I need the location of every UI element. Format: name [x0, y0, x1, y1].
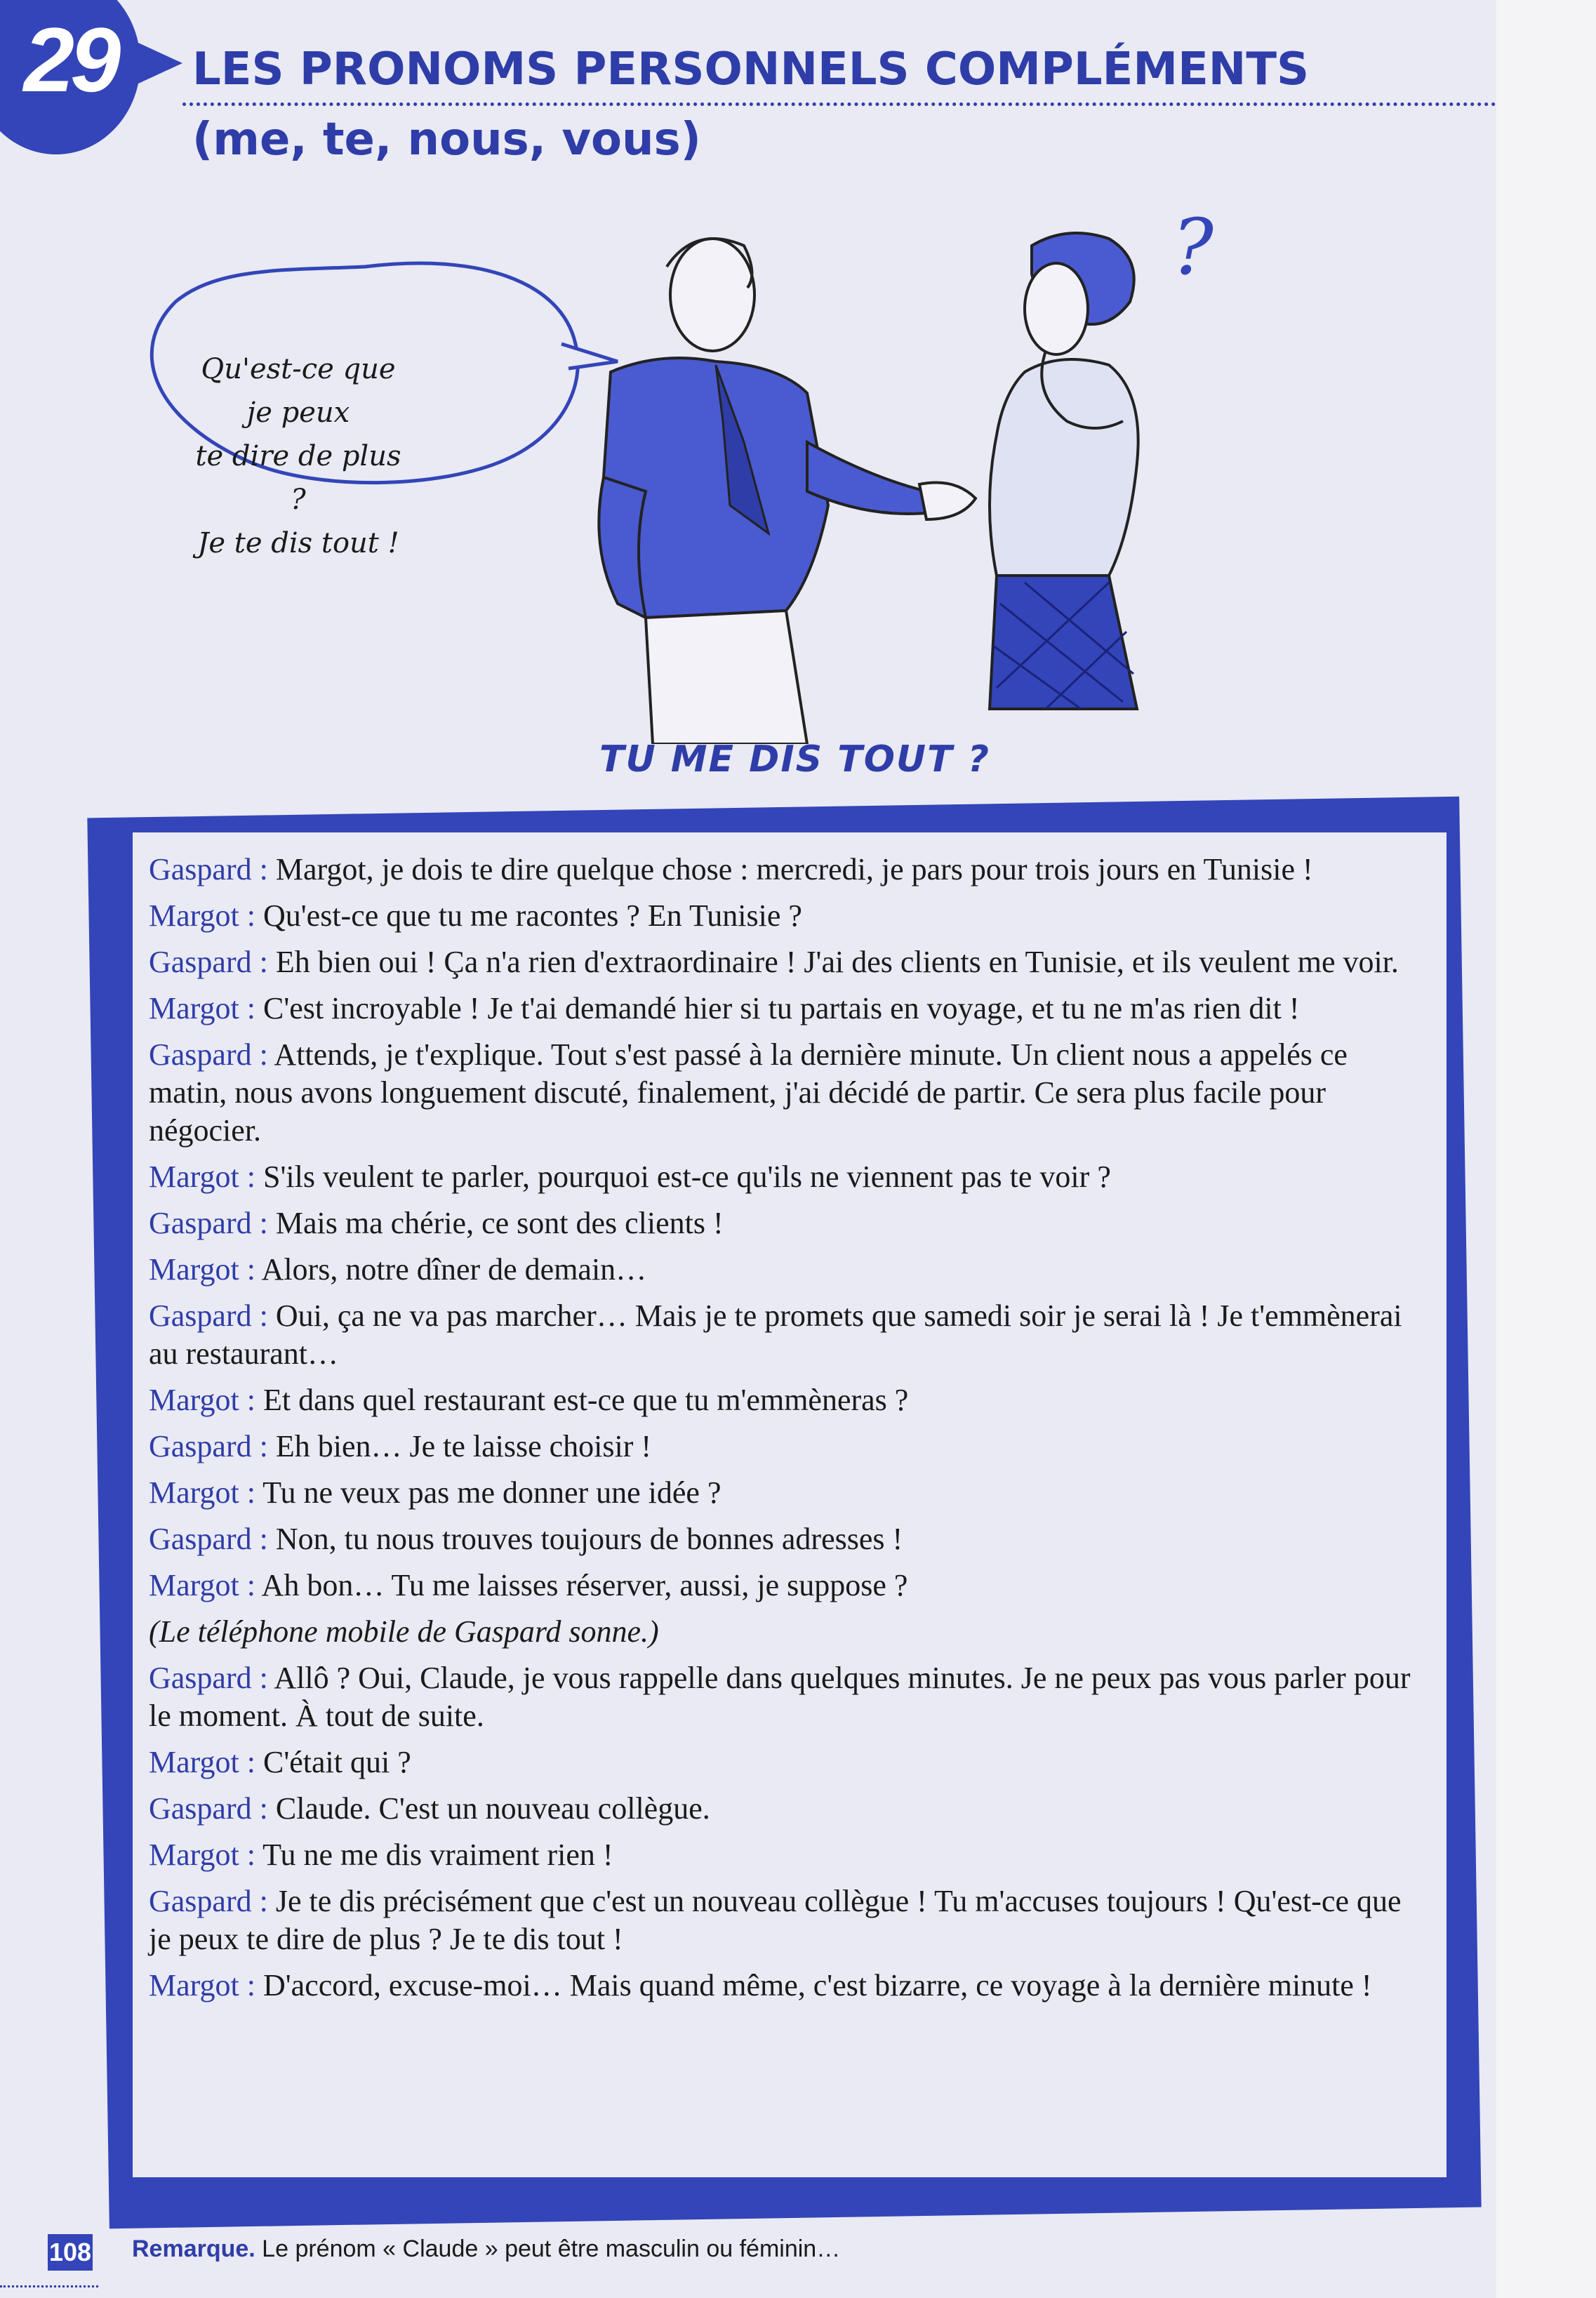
- footer-rule: [0, 2285, 98, 2287]
- speech-text: Mais ma chérie, ce sont des clients !: [267, 1206, 724, 1240]
- speech-text: Eh bien oui ! Ça n'a rien d'extraordinaire ! J'ai des clients en Tunisie, et ils veulent me voir.: [267, 945, 1399, 979]
- speaker-name: Margot :: [149, 1968, 255, 2003]
- speaker-name: Margot :: [149, 1568, 255, 1602]
- dialogue-line: [149, 1381, 1426, 1419]
- dialogue-line: [149, 1520, 1426, 1558]
- speaker-name: Gaspard :: [149, 1522, 268, 1556]
- speech-bubble-line: Je te dis tout !: [197, 527, 399, 559]
- speaker-name: Margot :: [149, 1745, 255, 1779]
- page-number: 108: [48, 2234, 93, 2271]
- dialogue-line: [149, 990, 1426, 1028]
- speech-text: Tu ne me dis vraiment rien !: [255, 1838, 613, 1872]
- speaker-name: Margot :: [149, 1160, 255, 1194]
- title-divider: [182, 102, 1496, 106]
- speech-bubble-line: te dire de plus ?: [195, 440, 401, 516]
- speaker-name: Gaspard :: [149, 1791, 268, 1826]
- speech-text: Oui, ça ne va pas marcher… Mais je te promets que samedi soir je serai là ! Je t'emmènerai au restaurant…: [149, 1299, 1402, 1371]
- dialogue-line: [149, 1659, 1426, 1735]
- dialogue-line: [149, 1204, 1426, 1242]
- speech-bubble-line: Qu'est-ce que je peux: [201, 353, 396, 429]
- speaker-name: Gaspard :: [149, 945, 268, 979]
- speech-text: S'ils veulent te parler, pourquoi est-ce qu'ils ne viennent pas te voir ?: [255, 1160, 1111, 1194]
- speech-text: Allô ? Oui, Claude, je vous rappelle dans quelques minutes. Je ne peux pas vous parler pour le moment. À tout de suite.: [149, 1661, 1411, 1733]
- chapter-number: 29: [23, 8, 117, 111]
- speaker-name: Gaspard :: [149, 1037, 268, 1072]
- dialogue-line: [149, 1158, 1426, 1196]
- question-mark: ?: [1172, 211, 1213, 292]
- speaker-name: Margot :: [149, 1838, 255, 1872]
- speech-text: Claude. C'est un nouveau collègue.: [267, 1791, 710, 1826]
- speech-text: Alors, notre dîner de demain…: [255, 1252, 647, 1287]
- footnote: [132, 2236, 840, 2263]
- page-edge: [1496, 0, 1596, 2298]
- dialogue-title: TU ME DIS TOUT ?: [599, 738, 990, 781]
- speaker-name: Margot :: [149, 1475, 255, 1510]
- speaker-name: Margot :: [149, 1252, 255, 1287]
- speaker-name: Gaspard :: [149, 1661, 268, 1695]
- dialogue-line: [149, 1428, 1426, 1466]
- speech-text: Qu'est-ce que tu me racontes ? En Tunisie ?: [255, 898, 802, 933]
- speech-text: Attends, je t'explique. Tout s'est passé à la dernière minute. Un client nous a appelés ce matin, nous avons longuement discuté, finalement, j'ai décidé de partir. Ce sera plus facile pour négocier.: [149, 1037, 1348, 1148]
- dialogue-text: [149, 851, 1426, 2013]
- speech-text: Tu ne veux pas me donner une idée ?: [255, 1475, 721, 1510]
- dialogue-line: [149, 1567, 1426, 1605]
- footnote-label: Remarque.: [132, 2236, 255, 2262]
- speaker-name: Margot :: [149, 1383, 255, 1417]
- speech-text: (Le téléphone mobile de Gaspard sonne.): [149, 1614, 659, 1649]
- speaker-name: Margot :: [149, 898, 255, 933]
- speaker-name: Margot :: [149, 991, 255, 1025]
- chapter-subtitle: (me, te, nous, vous): [192, 114, 701, 166]
- dialogue-line: [149, 851, 1426, 889]
- dialogue-line: [149, 1967, 1426, 2005]
- dialogue-line: [149, 1613, 1426, 1651]
- speech-bubble-text: [186, 347, 411, 565]
- speech-text: C'est incroyable ! Je t'ai demandé hier si tu partais en voyage, et tu ne m'as rien dit !: [255, 991, 1300, 1025]
- dialogue-line: [149, 1474, 1426, 1512]
- dialogue-line: [149, 897, 1426, 935]
- dialogue-line: [149, 1790, 1426, 1828]
- speech-bubble-tail: [561, 344, 618, 368]
- speech-text: Et dans quel restaurant est-ce que tu m'emmèneras ?: [255, 1383, 909, 1417]
- dialogue-line: [149, 1882, 1426, 1958]
- speaker-name: Gaspard :: [149, 1429, 268, 1463]
- speech-text: Eh bien… Je te laisse choisir !: [267, 1429, 652, 1463]
- dialogue-line: [149, 1297, 1426, 1373]
- speech-text: D'accord, excuse-moi… Mais quand même, c'est bizarre, ce voyage à la dernière minute !: [255, 1968, 1372, 2003]
- man-figure: [599, 239, 976, 744]
- dialogue-line: [149, 1836, 1426, 1874]
- footnote-text: Le prénom « Claude » peut être masculin ou féminin…: [255, 2236, 841, 2262]
- dialogue-line: [149, 943, 1426, 981]
- speech-text: C'était qui ?: [255, 1745, 411, 1779]
- speech-text: Je te dis précisément que c'est un nouveau collègue ! Tu m'accuses toujours ! Qu'est-ce que je peux te dire de plus ? Je te dis tout !: [149, 1884, 1402, 1956]
- speaker-name: Gaspard :: [149, 1206, 268, 1240]
- dialogue-line: [149, 1036, 1426, 1150]
- speaker-name: Gaspard :: [149, 1299, 268, 1333]
- speech-text: Non, tu nous trouves toujours de bonnes adresses !: [267, 1522, 903, 1556]
- speech-text: Ah bon… Tu me laisses réserver, aussi, je suppose ?: [255, 1568, 908, 1602]
- speaker-name: Gaspard :: [149, 852, 268, 886]
- woman-figure: [990, 233, 1138, 709]
- dialogue-line: [149, 1251, 1426, 1289]
- speech-text: Margot, je dois te dire quelque chose : mercredi, je pars pour trois jours en Tunisie !: [267, 852, 1313, 886]
- speaker-name: Gaspard :: [149, 1884, 268, 1918]
- dialogue-line: [149, 1744, 1426, 1781]
- chapter-title: LES PRONOMS PERSONNELS COMPLÉMENTS: [192, 44, 1310, 95]
